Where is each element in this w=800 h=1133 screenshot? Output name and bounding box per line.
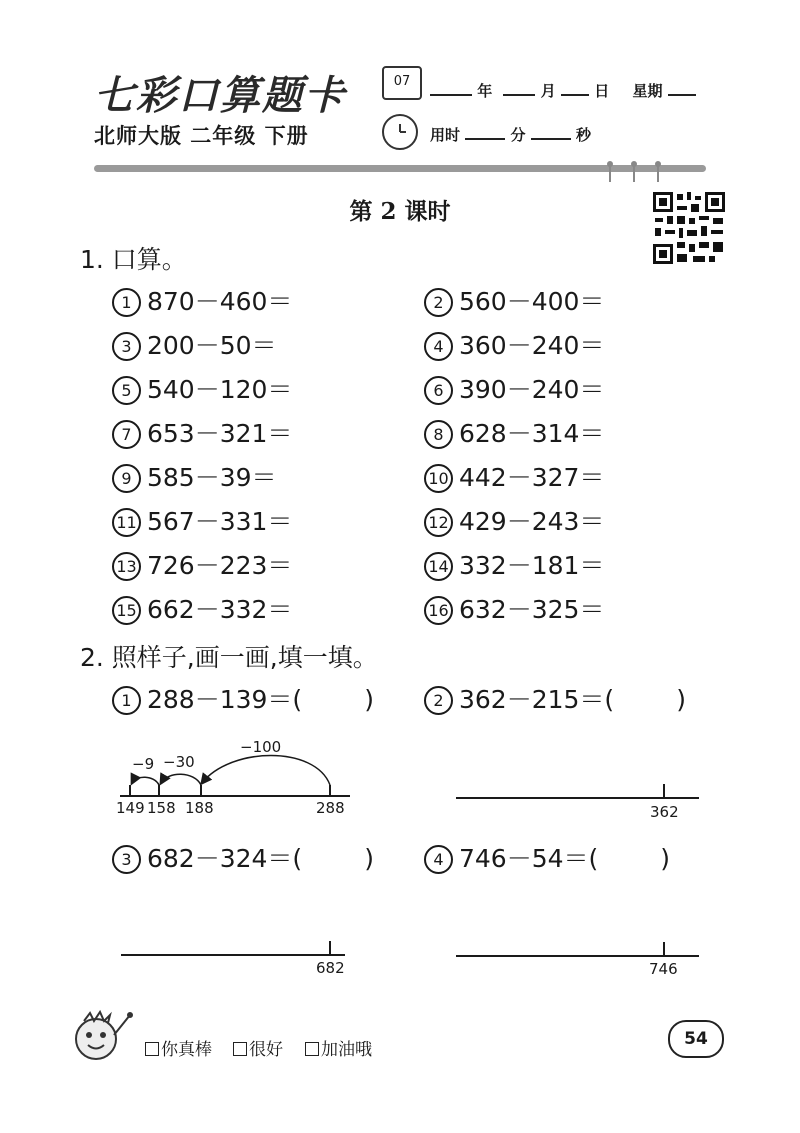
problem-expression: 682－324＝( — [147, 844, 303, 873]
section1-title: 1. 口算。 — [80, 245, 187, 274]
number-label-288: 288 — [316, 799, 345, 817]
seconds-label: 秒 — [575, 126, 591, 144]
problem-number-badge: 5 — [112, 376, 141, 405]
problem-number-badge: 2 — [424, 288, 453, 317]
problem-expression: 360－240＝ — [459, 331, 605, 360]
month-blank[interactable] — [503, 80, 535, 96]
problem-expression: 332－181＝ — [459, 551, 605, 580]
problem-number-badge: 11 — [112, 508, 141, 537]
problem-expression: 726－223＝ — [147, 551, 293, 580]
tick-746 — [663, 942, 665, 956]
problem-number-badge: 12 — [424, 508, 453, 537]
number-label-362: 362 — [650, 803, 679, 821]
numberline-problem-3[interactable] — [112, 839, 374, 875]
answer-close-paren: ) — [364, 844, 374, 873]
calc-problem-7[interactable] — [112, 414, 292, 450]
calc-problem-1[interactable] — [112, 282, 292, 318]
jump-arrow-9 — [132, 777, 159, 785]
problem-expression: 632－325＝ — [459, 595, 605, 624]
date-fields — [430, 80, 696, 101]
calc-problem-13[interactable] — [112, 546, 292, 582]
problem-expression: 870－460＝ — [147, 287, 293, 316]
tick-362 — [663, 784, 665, 798]
calc-problem-10[interactable] — [424, 458, 604, 494]
weekday-blank[interactable] — [668, 80, 696, 96]
time-fields — [430, 124, 591, 145]
seconds-blank[interactable] — [531, 124, 571, 140]
problem-expression: 200－50＝ — [147, 331, 277, 360]
clock-icon — [382, 114, 418, 150]
number-label-149: 149 — [116, 799, 145, 817]
problem-number-badge: 6 — [424, 376, 453, 405]
calc-problem-4[interactable] — [424, 326, 604, 362]
answer-close-paren: ) — [364, 685, 374, 714]
calc-problem-15[interactable] — [112, 590, 292, 626]
problem-expression: 429－243＝ — [459, 507, 605, 536]
day-label: 日 — [594, 82, 610, 100]
problem-number-badge: 10 — [424, 464, 453, 493]
book-logo-title: 七彩口算题卡 — [94, 73, 346, 119]
calc-problem-12[interactable] — [424, 502, 604, 538]
calc-problem-11[interactable] — [112, 502, 292, 538]
lesson-title: 第 2 课时 — [349, 198, 451, 225]
calc-problem-14[interactable] — [424, 546, 604, 582]
problem-expression: 628－314＝ — [459, 419, 605, 448]
problem-expression: 567－331＝ — [147, 507, 293, 536]
minutes-blank[interactable] — [465, 124, 505, 140]
problem-number-badge: 2 — [424, 686, 453, 715]
answer-close-paren: ) — [676, 685, 686, 714]
year-blank[interactable] — [430, 80, 472, 96]
problem-number-badge: 1 — [112, 686, 141, 715]
jump-arrow-100 — [202, 756, 330, 786]
problem-number-badge: 13 — [112, 552, 141, 581]
rating-option-keep-going[interactable] — [305, 1035, 372, 1060]
jump-label-30: −30 — [163, 753, 195, 771]
problem-number-badge: 3 — [112, 845, 141, 874]
rating-label: 加油哦 — [321, 1040, 372, 1060]
problem-number-badge: 15 — [112, 596, 141, 625]
problem-number-badge: 7 — [112, 420, 141, 449]
mascot-icon — [70, 1005, 140, 1065]
problem-expression: 540－120＝ — [147, 375, 293, 404]
day-blank[interactable] — [561, 80, 589, 96]
calc-problem-2[interactable] — [424, 282, 604, 318]
problem-number-badge: 1 — [112, 288, 141, 317]
year-label: 年 — [477, 82, 493, 100]
jump-arrow-30 — [161, 774, 201, 785]
problem-number-badge: 14 — [424, 552, 453, 581]
problem-expression: 390－240＝ — [459, 375, 605, 404]
binder-rings-icon — [600, 156, 670, 186]
numberline-problem-1[interactable] — [112, 680, 374, 716]
calc-problem-16[interactable] — [424, 590, 604, 626]
rating-option-good[interactable] — [233, 1035, 283, 1060]
tick-682 — [329, 941, 331, 955]
problem-expression: 560－400＝ — [459, 287, 605, 316]
problem-expression: 442－327＝ — [459, 463, 605, 492]
rating-option-great[interactable] — [145, 1035, 212, 1060]
checkbox-icon[interactable] — [233, 1042, 247, 1056]
problem-expression: 288－139＝( — [147, 685, 303, 714]
page-number: 54 — [668, 1020, 724, 1058]
qr-code-icon[interactable] — [651, 190, 727, 266]
rating-label: 你真棒 — [161, 1040, 212, 1060]
rating-label: 很好 — [249, 1040, 283, 1060]
weekday-label: 星期 — [632, 82, 663, 100]
problem-number-badge: 3 — [112, 332, 141, 361]
jump-label-9: −9 — [132, 755, 155, 773]
number-label-746: 746 — [649, 960, 678, 978]
checkbox-icon[interactable] — [145, 1042, 159, 1056]
number-label-188: 188 — [185, 799, 214, 817]
numberline-problem-2[interactable] — [424, 680, 686, 716]
book-edition-subtitle: 北师大版 二年级 下册 — [94, 124, 309, 148]
number-label-682: 682 — [316, 959, 345, 977]
calc-problem-3[interactable] — [112, 326, 277, 362]
time-used-label: 用时 — [430, 126, 461, 144]
answer-close-paren: ) — [660, 844, 671, 873]
minutes-label: 分 — [510, 126, 526, 144]
calc-problem-6[interactable] — [424, 370, 604, 406]
problem-number-badge: 16 — [424, 596, 453, 625]
numberline-problem-4[interactable] — [424, 839, 670, 875]
problem-number-badge: 9 — [112, 464, 141, 493]
problem-expression: 362－215＝( — [459, 685, 615, 714]
calc-problem-5[interactable] — [112, 370, 292, 406]
problem-expression: 662－332＝ — [147, 595, 293, 624]
calendar-day: 07 — [393, 74, 411, 89]
calendar-icon — [382, 66, 422, 100]
number-line-682[interactable] — [121, 954, 345, 956]
calc-problem-9[interactable] — [112, 458, 277, 494]
month-label: 月 — [540, 82, 556, 100]
number-label-158: 158 — [147, 799, 176, 817]
problem-number-badge: 8 — [424, 420, 453, 449]
calc-problem-8[interactable] — [424, 414, 604, 450]
problem-number-badge: 4 — [424, 845, 453, 874]
jump-label-100: −100 — [240, 738, 282, 756]
problem-expression: 746－54＝( — [459, 844, 599, 873]
problem-number-badge: 4 — [424, 332, 453, 361]
problem-expression: 585－39＝ — [147, 463, 277, 492]
checkbox-icon[interactable] — [305, 1042, 319, 1056]
problem-expression: 653－321＝ — [147, 419, 293, 448]
section2-title: 2. 照样子,画一画,填一填。 — [80, 643, 378, 672]
